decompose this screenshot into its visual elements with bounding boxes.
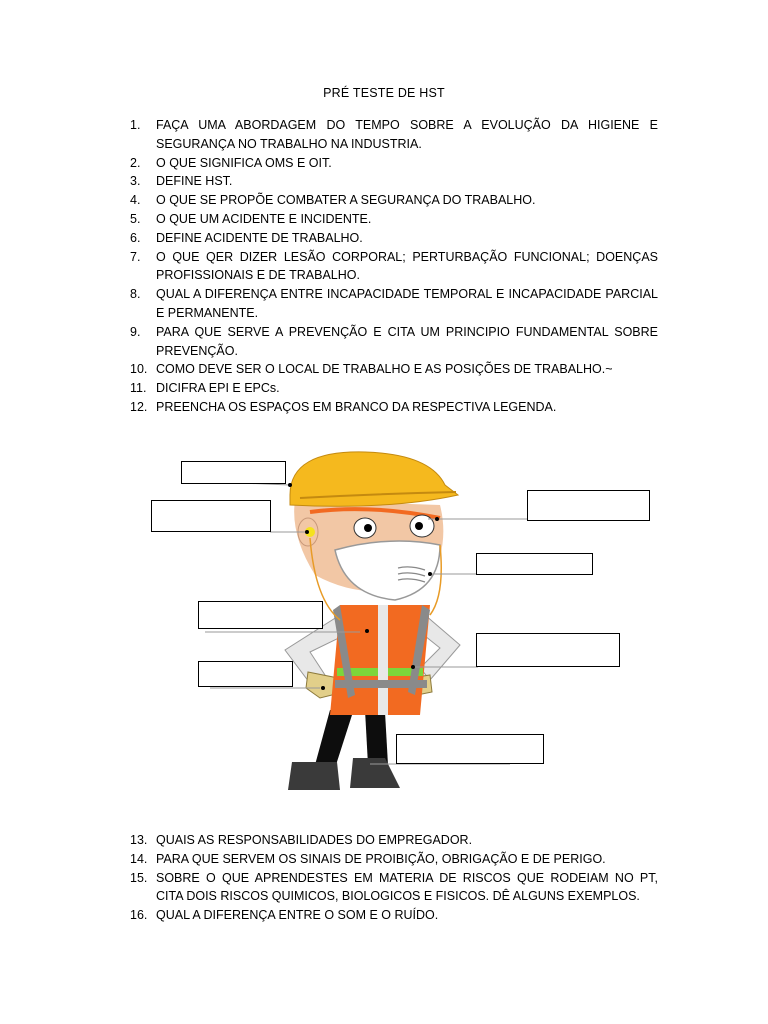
question-text: O QUE SE PROPÕE COMBATER A SEGURANÇA DO TRABALHO. (156, 193, 536, 208)
question-number: 8. (130, 287, 141, 302)
blank-label-boots[interactable] (396, 734, 544, 764)
blank-label-helmet[interactable] (181, 461, 286, 484)
question-text: QUAIS AS RESPONSABILIDADES DO EMPREGADOR. (156, 833, 473, 847)
question-list-part1 (130, 116, 658, 417)
question-list-part2 (130, 831, 658, 925)
right-boot (350, 758, 400, 788)
question-text: PARA QUE SERVEM OS SINAIS DE PROIBIÇÃO, OBRIGAÇÃO E DE PERIGO. (156, 851, 606, 866)
question-text: QUAL A DIFERENÇA ENTRE O SOM E O RUÍDO. (156, 908, 439, 923)
harness-belt (335, 680, 427, 688)
question-number: 11. (130, 381, 147, 396)
question-item (130, 323, 658, 361)
question-text: O QUE QER DIZER LESÃO CORPORAL; PERTURBAÇÃO FUNCIONAL; DOENÇAS PROFISSIONAIS E DE TRABALHO. (156, 249, 658, 283)
question-number: 6. (130, 230, 141, 245)
question-text: PARA QUE SERVE A PREVENÇÃO E CITA UM PRINCIPIO FUNDAMENTAL SOBRE PREVENÇÃO. (156, 324, 658, 358)
blank-label-gloves[interactable] (198, 661, 293, 687)
question-text: DICIFRA EPI E EPCs. (156, 381, 280, 396)
question-text: O QUE SIGNIFICA OMS E OIT. (156, 155, 332, 170)
question-number: 10. (130, 362, 148, 377)
right-leg (365, 710, 388, 765)
blank-label-vest[interactable] (198, 601, 323, 629)
question-item (130, 116, 658, 154)
question-number: 4. (130, 193, 141, 208)
question-text: DEFINE ACIDENTE DE TRABALHO. (156, 230, 363, 245)
question-item (130, 831, 658, 850)
blank-label-harness[interactable] (476, 633, 620, 667)
question-item (130, 248, 658, 286)
question-text: PREENCHA OS ESPAÇOS EM BRANCO DA RESPECTIVA LEGENDA. (156, 399, 557, 414)
question-item (130, 172, 658, 191)
left-boot (288, 762, 340, 790)
question-text: O QUE UM ACIDENTE E INCIDENTE. (156, 211, 372, 226)
question-item (130, 210, 658, 229)
question-number: 2. (130, 155, 141, 170)
question-item (130, 398, 658, 417)
question-text: FAÇA UMA ABORDAGEM DO TEMPO SOBRE A EVOLUÇÃO DA HIGIENE E SEGURANÇA NO TRABALHO NA INDUSTRIA. (156, 118, 658, 151)
page-title: PRÉ TESTE DE HST (323, 86, 445, 100)
question-number: 15. (130, 870, 148, 885)
blank-label-glasses[interactable] (527, 490, 650, 521)
question-text: SOBRE O QUE APRENDESTES EM MATERIA DE RISCOS QUE RODEIAM NO PT, CITA DOIS RISCOS QUIMICOS, BIOLOGICOS E FISICOS. DÊ ALGUNS EXEMPLOS. (156, 870, 658, 904)
question-number: 9. (130, 324, 141, 339)
question-item (130, 379, 658, 398)
question-text: DEFINE HST. (156, 174, 233, 189)
question-item (130, 906, 658, 925)
question-number: 1. (130, 118, 141, 132)
question-number: 16. (130, 908, 148, 923)
question-item (130, 850, 658, 869)
question-item (130, 229, 658, 248)
question-number: 5. (130, 211, 141, 226)
question-number: 14. (130, 851, 148, 866)
question-item (130, 869, 658, 907)
vest-center-stripe (378, 605, 388, 715)
left-leg (315, 710, 352, 768)
blank-label-mask[interactable] (476, 553, 593, 575)
question-item (130, 154, 658, 173)
question-number: 13. (130, 833, 148, 847)
question-item (130, 285, 658, 323)
question-text: QUAL A DIFERENÇA ENTRE INCAPACIDADE TEMPORAL E INCAPACIDADE PARCIAL E PERMANENTE. (156, 287, 658, 320)
face-mask (335, 541, 440, 600)
blank-label-ear-protection[interactable] (151, 500, 271, 532)
worker-figure (140, 440, 660, 810)
question-number: 3. (130, 174, 141, 189)
question-item (130, 191, 658, 210)
question-number: 7. (130, 249, 141, 264)
question-number: 12. (130, 399, 148, 414)
question-text: COMO DEVE SER O LOCAL DE TRABALHO E AS POSIÇÕES DE TRABALHO.~ (156, 362, 613, 377)
question-item (130, 360, 658, 379)
